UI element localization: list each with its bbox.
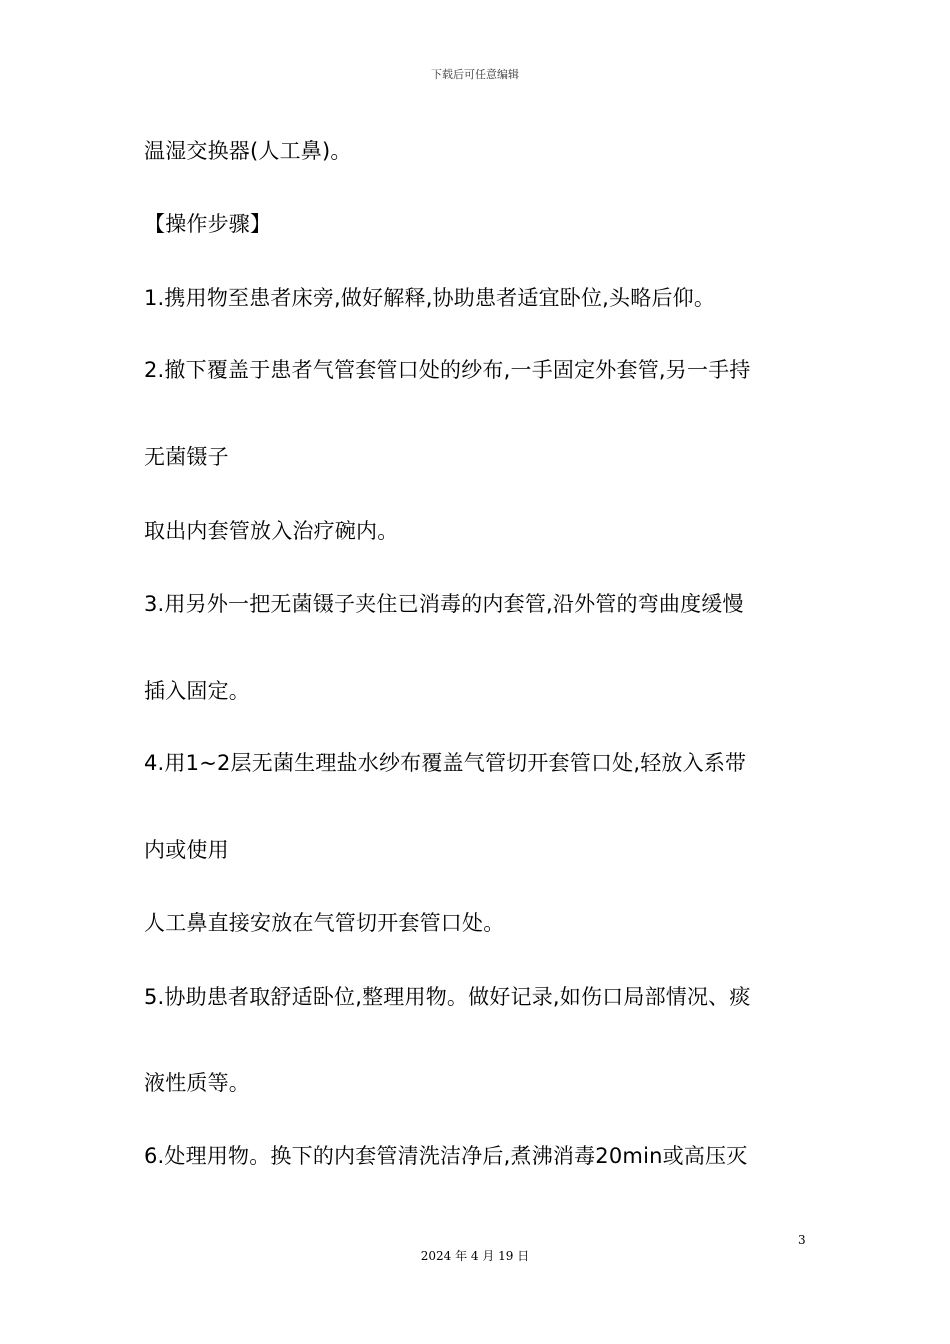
step-3-line-1: 3.用另外一把无菌镊子夹住已消毒的内套管,沿外管的弯曲度缓慢 [144, 592, 744, 616]
step-5-line-1: 5.协助患者取舒适卧位,整理用物。做好记录,如伤口局部情况、痰 [144, 985, 751, 1009]
step-2-line-2: 无菌镊子 [144, 445, 229, 469]
step-3-line-2: 插入固定。 [144, 679, 250, 703]
step-4-line-3: 人工鼻直接安放在气管切开套管口处。 [144, 911, 505, 935]
step-5-line-2: 液性质等。 [144, 1071, 250, 1095]
step-6-line-1: 6.处理用物。换下的内套管清洗洁净后,煮沸消毒20min或高压灭 [144, 1144, 748, 1168]
page-number: 3 [798, 1233, 806, 1247]
step-2-line-1: 2.撤下覆盖于患者气管套管口处的纱布,一手固定外套管,另一手持 [144, 358, 751, 382]
section-heading-steps: 【操作步骤】 [144, 212, 272, 236]
step-2-line-3: 取出内套管放入治疗碗内。 [144, 519, 399, 543]
step-1-line: 1.携用物至患者床旁,做好解释,协助患者适宜卧位,头略后仰。 [144, 286, 716, 310]
step-4-line-1: 4.用1~2层无菌生理盐水纱布覆盖气管切开套管口处,轻放入系带 [144, 751, 747, 775]
page-header: 下载后可任意编辑 [431, 68, 519, 81]
footer-date: 2024 年 4 月 19 日 [420, 1249, 530, 1263]
step-4-line-2: 内或使用 [144, 838, 229, 862]
text-line-material: 温湿交换器(人工鼻)。 [144, 139, 352, 163]
